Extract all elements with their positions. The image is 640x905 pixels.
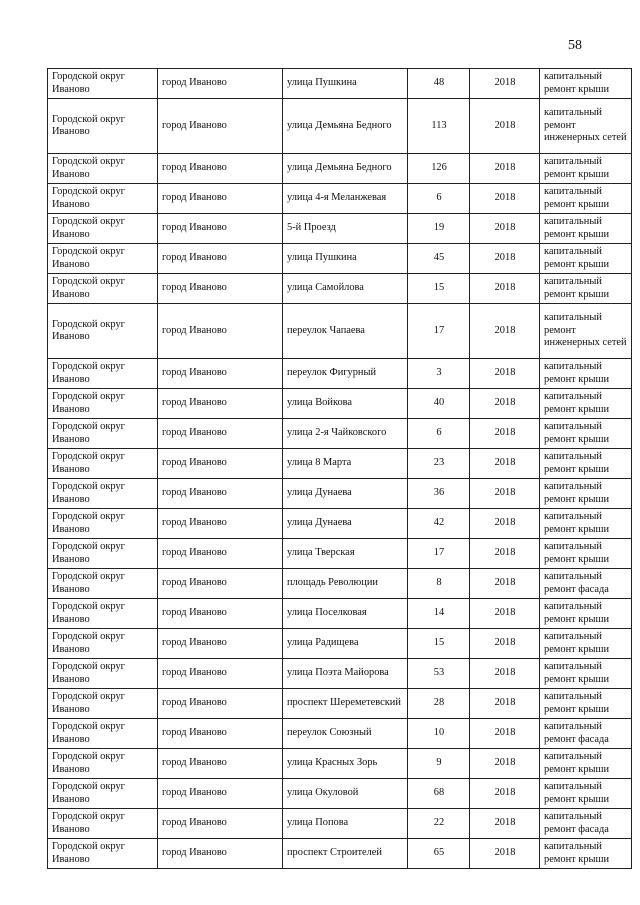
cell-year: 2018 [470,689,540,719]
cell-house-number: 9 [408,749,470,779]
cell-street: улица Пушкина [283,244,408,274]
table-row [48,304,632,359]
cell-region: Городской округ Иваново [48,539,158,569]
cell-work-type: капитальный ремонт крыши [540,214,632,244]
cell-year: 2018 [470,569,540,599]
cell-house-number: 48 [408,69,470,99]
cell-year: 2018 [470,779,540,809]
cell-year: 2018 [470,184,540,214]
cell-house-number: 23 [408,449,470,479]
cell-house-number: 22 [408,809,470,839]
cell-street: улица 2-я Чайковского [283,419,408,449]
cell-region: Городской округ Иваново [48,599,158,629]
cell-region: Городской округ Иваново [48,449,158,479]
cell-region: Городской округ Иваново [48,99,158,154]
cell-city: город Иваново [158,479,283,509]
table-body [48,69,632,869]
cell-house-number: 45 [408,244,470,274]
cell-street: переулок Фигурный [283,359,408,389]
cell-city: город Иваново [158,539,283,569]
cell-region: Городской округ Иваново [48,419,158,449]
cell-region: Городской округ Иваново [48,154,158,184]
cell-work-type: капитальный ремонт крыши [540,779,632,809]
cell-work-type: капитальный ремонт крыши [540,599,632,629]
cell-street: улица Самойлова [283,274,408,304]
cell-region: Городской округ Иваново [48,184,158,214]
cell-region: Городской округ Иваново [48,629,158,659]
cell-city: город Иваново [158,509,283,539]
table-row [48,449,632,479]
cell-year: 2018 [470,509,540,539]
cell-street: улица Поэта Майорова [283,659,408,689]
cell-city: город Иваново [158,719,283,749]
repair-schedule-table [47,68,632,869]
page-number: 58 [568,38,582,53]
cell-region: Городской округ Иваново [48,839,158,869]
cell-work-type: капитальный ремонт крыши [540,274,632,304]
table-row [48,509,632,539]
cell-year: 2018 [470,629,540,659]
cell-street: улица Красных Зорь [283,749,408,779]
cell-region: Городской округ Иваново [48,719,158,749]
cell-year: 2018 [470,449,540,479]
table-row [48,629,632,659]
cell-house-number: 113 [408,99,470,154]
cell-year: 2018 [470,214,540,244]
cell-city: город Иваново [158,359,283,389]
cell-year: 2018 [470,274,540,304]
cell-street: улица Войкова [283,389,408,419]
cell-work-type: капитальный ремонт крыши [540,539,632,569]
cell-house-number: 10 [408,719,470,749]
cell-work-type: капитальный ремонт крыши [540,749,632,779]
cell-street: улица Дунаева [283,479,408,509]
cell-work-type: капитальный ремонт крыши [540,689,632,719]
cell-work-type: капитальный ремонт фасада [540,569,632,599]
cell-region: Городской округ Иваново [48,389,158,419]
cell-street: улица Тверская [283,539,408,569]
cell-house-number: 8 [408,569,470,599]
cell-house-number: 28 [408,689,470,719]
cell-street: 5-й Проезд [283,214,408,244]
table-row [48,184,632,214]
table-row [48,359,632,389]
cell-house-number: 40 [408,389,470,419]
table-row [48,154,632,184]
cell-city: город Иваново [158,389,283,419]
cell-work-type: капитальный ремонт крыши [540,479,632,509]
cell-house-number: 42 [408,509,470,539]
cell-city: город Иваново [158,689,283,719]
cell-city: город Иваново [158,659,283,689]
cell-street: проспект Строителей [283,839,408,869]
cell-region: Городской округ Иваново [48,69,158,99]
cell-house-number: 15 [408,629,470,659]
cell-region: Городской округ Иваново [48,359,158,389]
cell-street: улица Демьяна Бедного [283,154,408,184]
cell-year: 2018 [470,659,540,689]
cell-city: город Иваново [158,304,283,359]
cell-house-number: 15 [408,274,470,304]
cell-work-type: капитальный ремонт крыши [540,154,632,184]
cell-city: город Иваново [158,569,283,599]
cell-city: город Иваново [158,749,283,779]
cell-year: 2018 [470,389,540,419]
cell-year: 2018 [470,244,540,274]
table-row [48,839,632,869]
table-row [48,689,632,719]
cell-house-number: 126 [408,154,470,184]
cell-region: Городской округ Иваново [48,274,158,304]
cell-region: Городской округ Иваново [48,304,158,359]
table-row [48,809,632,839]
cell-year: 2018 [470,839,540,869]
cell-house-number: 36 [408,479,470,509]
cell-work-type: капитальный ремонт фасада [540,809,632,839]
cell-year: 2018 [470,99,540,154]
cell-street: улица 8 Марта [283,449,408,479]
cell-year: 2018 [470,154,540,184]
cell-work-type: капитальный ремонт крыши [540,629,632,659]
cell-city: город Иваново [158,419,283,449]
cell-street: переулок Чапаева [283,304,408,359]
cell-street: площадь Революции [283,569,408,599]
cell-region: Городской округ Иваново [48,779,158,809]
cell-region: Городской округ Иваново [48,509,158,539]
cell-work-type: капитальный ремонт крыши [540,184,632,214]
table-row [48,479,632,509]
table-row [48,569,632,599]
cell-work-type: капитальный ремонт инженерных сетей [540,99,632,154]
cell-city: город Иваново [158,154,283,184]
cell-year: 2018 [470,599,540,629]
cell-house-number: 6 [408,184,470,214]
table-row [48,779,632,809]
cell-street: переулок Союзный [283,719,408,749]
cell-work-type: капитальный ремонт крыши [540,449,632,479]
table-row [48,69,632,99]
cell-house-number: 65 [408,839,470,869]
cell-city: город Иваново [158,69,283,99]
cell-region: Городской округ Иваново [48,244,158,274]
cell-region: Городской округ Иваново [48,214,158,244]
table-row [48,539,632,569]
table-row [48,99,632,154]
cell-year: 2018 [470,419,540,449]
cell-house-number: 17 [408,539,470,569]
cell-work-type: капитальный ремонт крыши [540,509,632,539]
table-row [48,749,632,779]
cell-year: 2018 [470,479,540,509]
cell-work-type: капитальный ремонт крыши [540,359,632,389]
cell-year: 2018 [470,69,540,99]
cell-work-type: капитальный ремонт крыши [540,244,632,274]
cell-house-number: 19 [408,214,470,244]
cell-work-type: капитальный ремонт инженерных сетей [540,304,632,359]
cell-street: улица Пушкина [283,69,408,99]
table-row [48,719,632,749]
cell-house-number: 14 [408,599,470,629]
cell-work-type: капитальный ремонт крыши [540,419,632,449]
cell-house-number: 17 [408,304,470,359]
cell-city: город Иваново [158,449,283,479]
cell-street: улица Дунаева [283,509,408,539]
cell-work-type: капитальный ремонт фасада [540,719,632,749]
cell-work-type: капитальный ремонт крыши [540,839,632,869]
cell-year: 2018 [470,304,540,359]
cell-city: город Иваново [158,599,283,629]
table-row [48,214,632,244]
cell-city: город Иваново [158,214,283,244]
cell-house-number: 53 [408,659,470,689]
cell-city: город Иваново [158,809,283,839]
cell-street: улица Радищева [283,629,408,659]
cell-house-number: 3 [408,359,470,389]
cell-year: 2018 [470,539,540,569]
table-row [48,419,632,449]
cell-house-number: 68 [408,779,470,809]
cell-city: город Иваново [158,274,283,304]
cell-work-type: капитальный ремонт крыши [540,389,632,419]
cell-year: 2018 [470,749,540,779]
cell-work-type: капитальный ремонт крыши [540,69,632,99]
table-row [48,389,632,419]
table-row [48,274,632,304]
cell-city: город Иваново [158,244,283,274]
cell-region: Городской округ Иваново [48,659,158,689]
cell-street: улица 4-я Меланжевая [283,184,408,214]
cell-region: Городской округ Иваново [48,689,158,719]
cell-region: Городской округ Иваново [48,479,158,509]
cell-city: город Иваново [158,839,283,869]
cell-region: Городской округ Иваново [48,809,158,839]
cell-city: город Иваново [158,99,283,154]
cell-city: город Иваново [158,184,283,214]
cell-street: улица Окуловой [283,779,408,809]
table-row [48,244,632,274]
cell-city: город Иваново [158,629,283,659]
cell-street: проспект Шереметевский [283,689,408,719]
cell-house-number: 6 [408,419,470,449]
cell-work-type: капитальный ремонт крыши [540,659,632,689]
cell-street: улица Попова [283,809,408,839]
cell-region: Городской округ Иваново [48,749,158,779]
cell-street: улица Демьяна Бедного [283,99,408,154]
cell-city: город Иваново [158,779,283,809]
cell-year: 2018 [470,719,540,749]
table-row [48,659,632,689]
cell-region: Городской округ Иваново [48,569,158,599]
cell-street: улица Поселковая [283,599,408,629]
table-row [48,599,632,629]
cell-year: 2018 [470,359,540,389]
cell-year: 2018 [470,809,540,839]
